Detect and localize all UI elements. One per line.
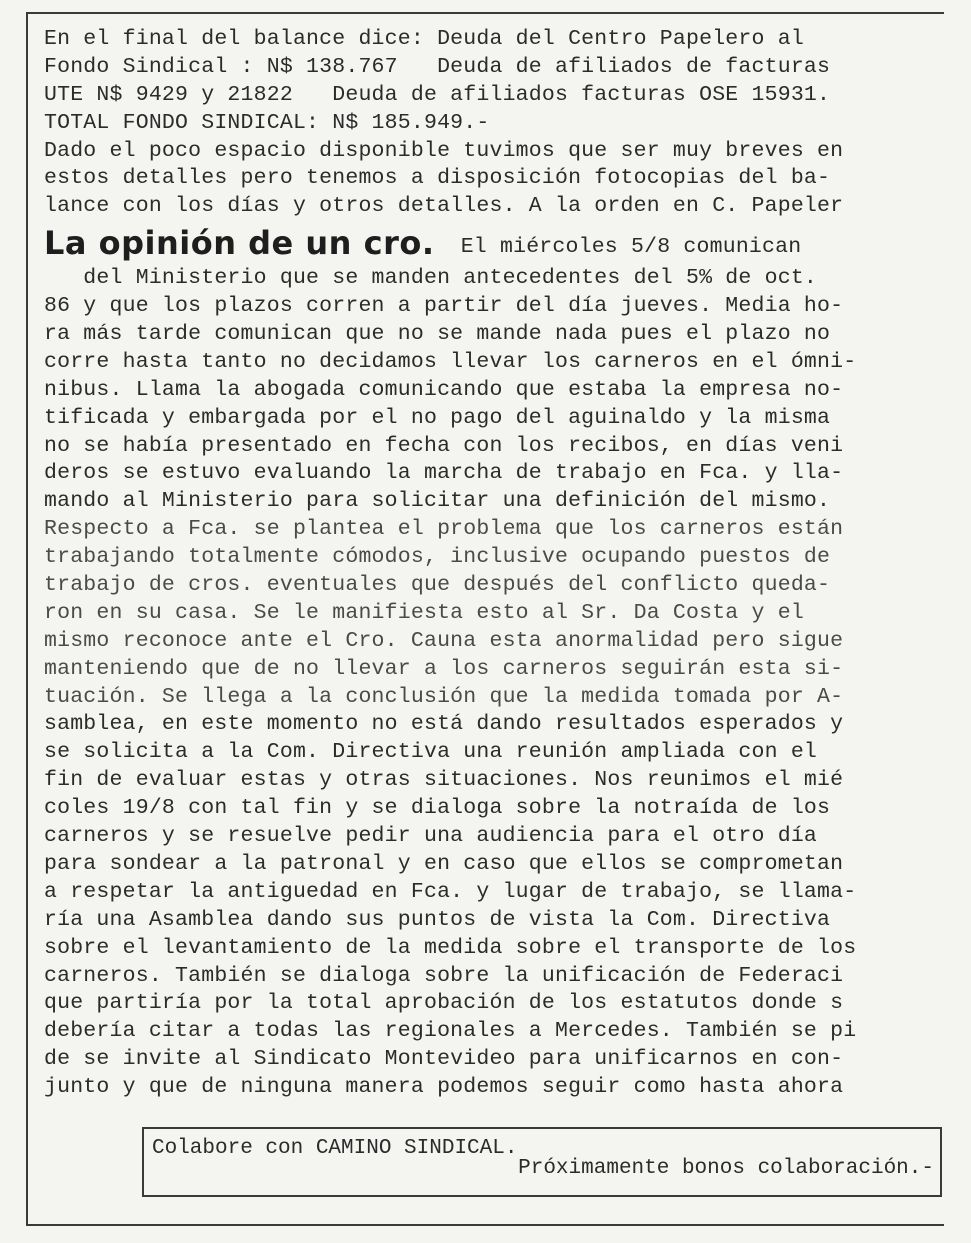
article-line: junto y que de ninguna manera podemos seguir como hasta ahora xyxy=(44,1075,844,1100)
collaboration-box xyxy=(142,1127,942,1197)
balance-line: TOTAL FONDO SINDICAL: N$ 185.949.- xyxy=(44,110,490,135)
collaboration-line-1: Colabore con CAMINO SINDICAL. xyxy=(152,1137,518,1160)
section-heading-line xyxy=(44,221,954,265)
article-line: ra más tarde comunican que no se mande nada pues el plazo no xyxy=(44,322,831,347)
balance-line: estos detalles pero tenemos a disposición fotocopias del ba- xyxy=(44,166,831,191)
article-line: que partiría por la total aprobación de los estatutos donde s xyxy=(44,991,844,1016)
article-line: tificada y embargada por el no pago del aguinaldo y la misma xyxy=(44,405,831,430)
balance-line: lance con los días y otros detalles. A la orden en C. Papeler xyxy=(44,194,844,219)
article-line: coles 19/8 con tal fin y se dialoga sobre la notraída de los xyxy=(44,796,831,821)
article-line: sobre el levantamiento de la medida sobre el transporte de los xyxy=(44,935,857,960)
balance-line: UTE N$ 9429 y 21822 Deuda de afiliados facturas OSE 15931. xyxy=(44,82,831,107)
collaboration-line-2: Próximamente bonos colaboración.- xyxy=(518,1157,934,1180)
article-line: fin de evaluar estas y otras situaciones. Nos reunimos el mié xyxy=(44,768,844,793)
article-line: 86 y que los plazos corren a partir del día jueves. Media ho- xyxy=(44,294,844,319)
article-line: ría una Asamblea dando sus puntos de vista la Com. Directiva xyxy=(44,907,831,932)
article-line: nibus. Llama la abogada comunicando que estaba la empresa no- xyxy=(44,377,844,402)
article-line: a respetar la antiguedad en Fca. y lugar de trabajo, se llama- xyxy=(44,879,857,904)
balance-line: En el final del balance dice: Deuda del Centro Papelero al xyxy=(44,27,804,51)
article-line: trabajando totalmente cómodos, inclusive ocupando puestos de xyxy=(44,545,831,570)
article-line: samblea, en este momento no está dando resultados esperados y xyxy=(44,712,844,737)
article-line: Respecto a Fca. se plantea el problema que los carneros están xyxy=(44,517,844,542)
article-line: manteniendo que de no llevar a los carneros seguirán esta si- xyxy=(44,656,844,681)
article-line: carneros. También se dialoga sobre la unificación de Federaci xyxy=(44,963,844,988)
article-line: tuación. Se llega a la conclusión que la medida tomada por A- xyxy=(44,684,844,709)
article-line: de se invite al Sindicato Montevideo para unificarnos en con- xyxy=(44,1047,844,1072)
section-title: La opinión de un cro. xyxy=(44,224,435,263)
section-first-line-text: El miércoles 5/8 comunican xyxy=(434,235,802,260)
article-line: del Ministerio que se manden antecedentes del 5% de oct. xyxy=(44,266,818,291)
article-line: para sondear a la patronal y en caso que ellos se comprometan xyxy=(44,851,844,876)
article-line: corre hasta tanto no decidamos llevar los carneros en el ómni- xyxy=(44,349,857,374)
article-line: se solicita a la Com. Directiva una reunión ampliada con el xyxy=(44,740,818,765)
article-line: ron en su casa. Se le manifiesta esto al Sr. Da Costa y el xyxy=(44,600,804,625)
article-line: trabajo de cros. eventuales que después del conflicto queda- xyxy=(44,573,831,598)
article-line: debería citar a todas las regionales a Mercedes. También se pi xyxy=(44,1019,857,1044)
article-line: no se había presentado en fecha con los recibos, en días veni xyxy=(44,433,844,458)
balance-line: Dado el poco espacio disponible tuvimos que ser muy breves en xyxy=(44,138,844,163)
document-body xyxy=(44,26,954,1102)
article-line: carneros y se resuelve pedir una audiencia para el otro día xyxy=(44,824,818,849)
article-line: deros se estuvo evaluando la marcha de trabajo en Fca. y lla- xyxy=(44,461,844,486)
balance-line: Fondo Sindical : N$ 138.767 Deuda de afiliados de facturas xyxy=(44,54,831,79)
article-line: mismo reconoce ante el Cro. Cauna esta anormalidad pero sigue xyxy=(44,628,844,653)
article-line: mando al Ministerio para solicitar una definición del mismo. xyxy=(44,489,831,514)
